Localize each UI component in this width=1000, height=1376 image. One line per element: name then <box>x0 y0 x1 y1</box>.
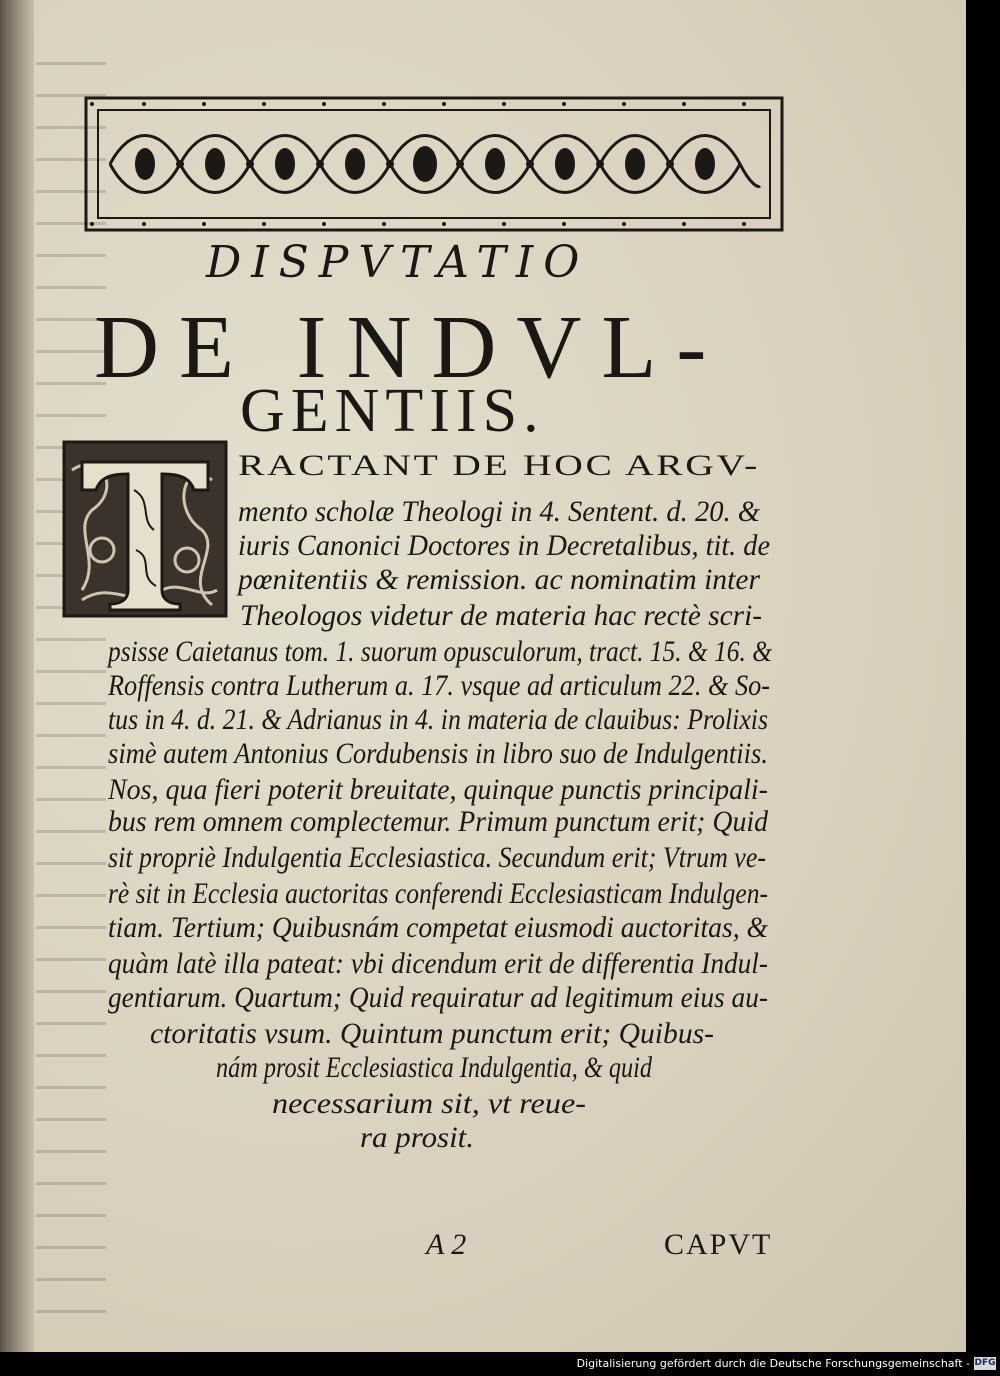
text-line: ctoritatis vsum. Quintum punctum erit; Quibus- <box>150 1018 714 1050</box>
show-through-text <box>36 40 106 1330</box>
decorated-initial-t <box>62 440 228 618</box>
text-line: Roffensis contra Lutherum a. 17. vsque ad articulum 22. & So- <box>108 670 770 702</box>
text-line: tiam. Tertium; Quibusnám competat eiusmodi auctoritas, & <box>108 912 768 944</box>
text-line: Nos, qua fieri poterit breuitate, quinque punctis principali- <box>108 774 768 806</box>
signature-mark: A 2 <box>426 1228 467 1261</box>
text-line: simè autem Antonius Cordubensis in libro suo de Indulgentiis. <box>108 738 768 770</box>
text-line: rè sit in Ecclesia auctoritas conferendi Ecclesiasticam Indulgen- <box>108 878 768 910</box>
heading-disputatio: DISPVTATIO <box>206 237 590 288</box>
text-line: tus in 4. d. 21. & Adrianus in 4. in materia de clauibus: Prolixis <box>108 704 768 736</box>
text-line: Theologos videtur de materia hac rectè scri- <box>240 600 762 632</box>
text-line: necessarium sit, vt reue- <box>272 1088 586 1120</box>
text-line: mento scholæ Theologi in 4. Sentent. d. 20. & <box>238 496 760 528</box>
text-line: iuris Canonici Doctores in Decretalibus, tit. de <box>238 530 770 562</box>
dfg-logo-icon: DFG <box>974 1358 996 1368</box>
digitization-credit: Digitalisierung gefördert durch die Deutsche Forschungsgemeinschaft - <box>576 1357 970 1370</box>
book-spine-shadow <box>0 0 34 1352</box>
text-line: bus rem omnem complectemur. Primum punctum erit; Quid <box>108 806 768 838</box>
catchword: CAPVT <box>664 1228 773 1261</box>
text-line: nám prosit Ecclesiastica Indulgentia, & quid <box>216 1052 652 1084</box>
text-line: ra prosit. <box>360 1122 474 1154</box>
text-line: psisse Caietanus tom. 1. suorum opusculorum, tract. 15. & 16. & <box>108 636 772 668</box>
text-line: pœnitentiis & remission. ac nominatim inter <box>238 564 760 596</box>
text-line: RACTANT DE HOC ARGV- <box>238 450 760 482</box>
heading-gentiis: GENTIIS. <box>240 377 545 445</box>
ornamental-headpiece <box>84 96 784 232</box>
heading-de-indul: DE INDVL- <box>94 298 727 397</box>
text-line: quàm latè illa pateat: vbi dicendum erit de differentia Indul- <box>108 948 768 980</box>
text-line: sit propriè Indulgentia Ecclesiastica. Secundum erit; Vtrum ve- <box>108 842 766 874</box>
text-line: gentiarum. Quartum; Quid requiratur ad legitimum eius au- <box>108 982 768 1014</box>
